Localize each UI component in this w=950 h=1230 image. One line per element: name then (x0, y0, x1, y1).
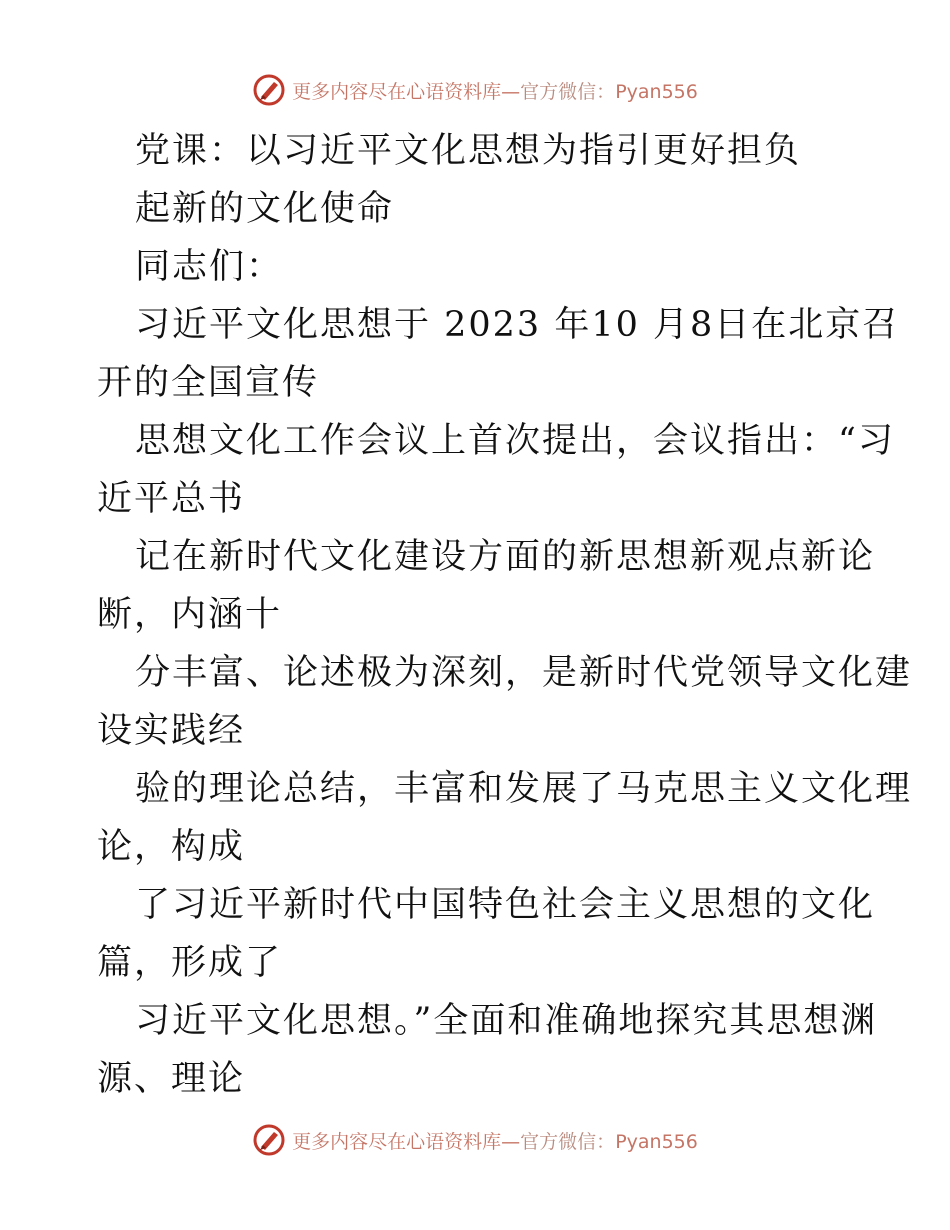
banner-wechat-id: Pyan556 (615, 80, 698, 103)
banner-main-text: 更多内容尽在心语资料库 (292, 1130, 502, 1153)
document-line: 验的理论总结，丰富和发展了马克思主义文化理 (135, 769, 913, 809)
document-line: 思想文化工作会议上首次提出，会议指出：“习 (135, 421, 895, 461)
pen-logo-icon (252, 1123, 286, 1157)
banner-wechat-label: 官方微信： (520, 1130, 616, 1153)
document-line: 设实践经 (97, 711, 246, 751)
document-line: 分丰富、论述极为深刻，是新时代党领导文化建 (135, 653, 913, 693)
banner-wechat-label: 官方微信： (520, 80, 616, 103)
document-line: 开的全国宣传 (97, 363, 320, 403)
document-line: 党课：以习近平文化思想为指引更好担负 (135, 131, 802, 171)
banner-dash: — (501, 80, 521, 103)
document-line: 习近平文化思想于 2023 年10 月8日在北京召 (135, 305, 900, 345)
banner-main-text: 更多内容尽在心语资料库 (292, 80, 502, 103)
document-line: 起新的文化使命 (135, 189, 395, 229)
document-line: 论，构成 (97, 827, 246, 867)
document-line: 同志们： (135, 247, 284, 287)
header-banner (0, 70, 950, 110)
document-line: 了习近平新时代中国特色社会主义思想的文化 (135, 885, 876, 925)
footer-banner (0, 1120, 950, 1160)
document-line: 断，内涵十 (97, 595, 283, 635)
document-line: 近平总书 (97, 479, 246, 519)
banner-wechat-id: Pyan556 (615, 1130, 698, 1153)
document-line: 源、理论 (97, 1059, 246, 1099)
banner-dash: — (501, 1130, 521, 1153)
document-line: 习近平文化思想。”全面和准确地探究其思想渊 (135, 1001, 878, 1041)
document-line: 篇，形成了 (97, 943, 283, 983)
banner-text (292, 1127, 698, 1154)
banner-text (292, 77, 698, 104)
pen-logo-icon (252, 73, 286, 107)
document-body (97, 122, 913, 1108)
document-line: 记在新时代文化建设方面的新思想新观点新论 (135, 537, 876, 577)
